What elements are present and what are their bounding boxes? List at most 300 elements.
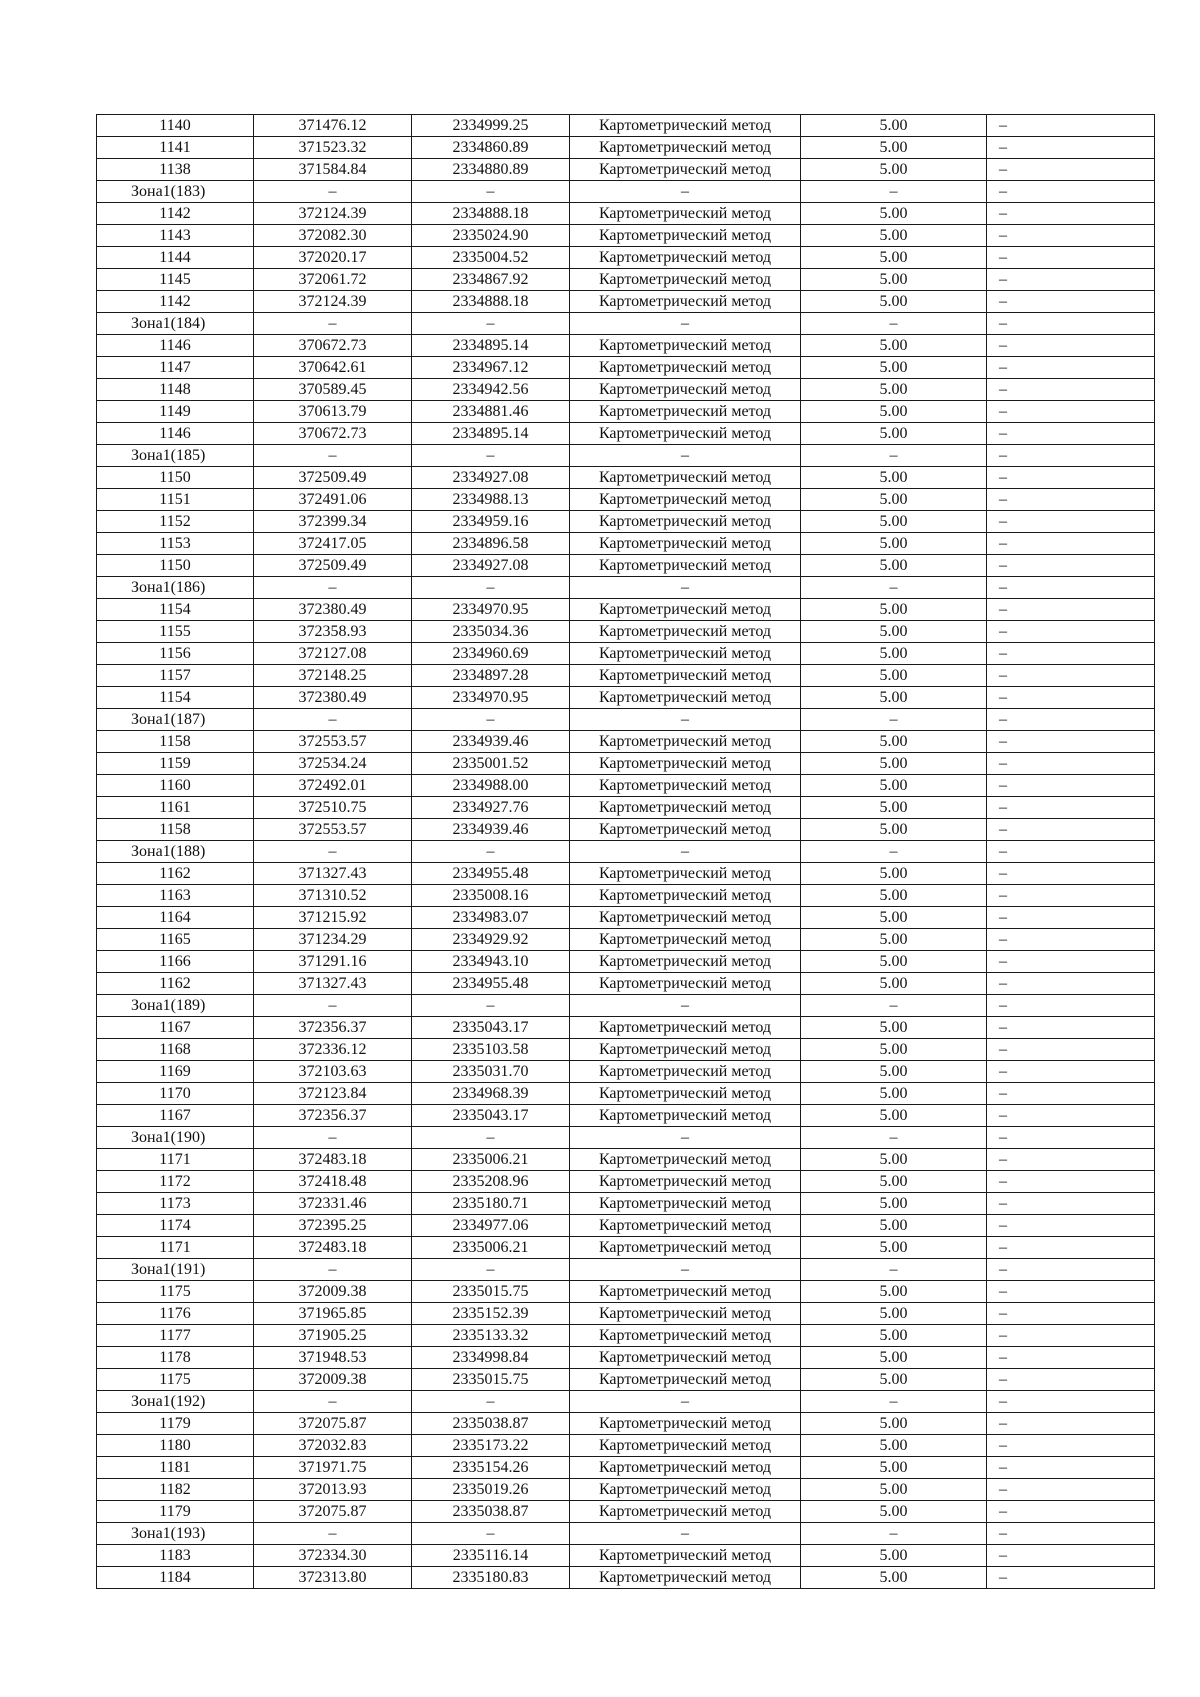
x-coordinate-cell: 372009.38 xyxy=(254,1369,412,1391)
y-coordinate-cell: 2335103.58 xyxy=(412,1039,570,1061)
precision-cell: 5.00 xyxy=(801,775,987,797)
precision-cell: 5.00 xyxy=(801,225,987,247)
method-cell: Картометрический метод xyxy=(570,1303,801,1325)
precision-cell: 5.00 xyxy=(801,1567,987,1589)
note-cell: – xyxy=(987,1325,1155,1347)
table-row xyxy=(97,1237,1155,1259)
precision-cell: 5.00 xyxy=(801,357,987,379)
point-name-cell: 1153 xyxy=(97,533,254,555)
note-cell: – xyxy=(987,423,1155,445)
note-cell: – xyxy=(987,753,1155,775)
table-row xyxy=(97,1325,1155,1347)
precision-cell: 5.00 xyxy=(801,1303,987,1325)
point-name-cell: 1146 xyxy=(97,423,254,445)
x-coordinate-cell: 372336.12 xyxy=(254,1039,412,1061)
point-name-cell: 1158 xyxy=(97,819,254,841)
precision-cell: 5.00 xyxy=(801,1193,987,1215)
x-coordinate-cell: 372510.75 xyxy=(254,797,412,819)
table-row xyxy=(97,1193,1155,1215)
point-name-cell: 1157 xyxy=(97,665,254,687)
table-row xyxy=(97,731,1155,753)
table-row xyxy=(97,599,1155,621)
point-name-cell: 1180 xyxy=(97,1435,254,1457)
method-cell: Картометрический метод xyxy=(570,1083,801,1105)
y-coordinate-cell: 2335024.90 xyxy=(412,225,570,247)
method-cell: Картометрический метод xyxy=(570,1215,801,1237)
method-cell: Картометрический метод xyxy=(570,1171,801,1193)
x-coordinate-cell: 372013.93 xyxy=(254,1479,412,1501)
y-coordinate-cell: 2334867.92 xyxy=(412,269,570,291)
x-coordinate-cell: 372061.72 xyxy=(254,269,412,291)
precision-cell: 5.00 xyxy=(801,1149,987,1171)
point-name-cell: 1182 xyxy=(97,1479,254,1501)
x-coordinate-cell: 372032.83 xyxy=(254,1435,412,1457)
method-cell: Картометрический метод xyxy=(570,379,801,401)
table-row xyxy=(97,1083,1155,1105)
method-cell: Картометрический метод xyxy=(570,247,801,269)
method-cell: Картометрический метод xyxy=(570,269,801,291)
method-cell: Картометрический метод xyxy=(570,1479,801,1501)
precision-cell: 5.00 xyxy=(801,1083,987,1105)
note-cell: – xyxy=(987,313,1155,335)
method-cell: Картометрический метод xyxy=(570,1281,801,1303)
note-cell: – xyxy=(987,1149,1155,1171)
y-coordinate-cell: 2335180.71 xyxy=(412,1193,570,1215)
method-cell: Картометрический метод xyxy=(570,555,801,577)
note-cell: – xyxy=(987,1171,1155,1193)
note-cell: – xyxy=(987,1215,1155,1237)
method-cell: Картометрический метод xyxy=(570,533,801,555)
point-name-cell: Зона1(188) xyxy=(97,841,254,863)
method-cell: Картометрический метод xyxy=(570,973,801,995)
point-name-cell: 1177 xyxy=(97,1325,254,1347)
method-cell: Картометрический метод xyxy=(570,291,801,313)
zone-header-row xyxy=(97,709,1155,731)
method-cell: Картометрический метод xyxy=(570,731,801,753)
y-coordinate-cell: 2335015.75 xyxy=(412,1369,570,1391)
precision-cell: 5.00 xyxy=(801,1435,987,1457)
precision-cell: 5.00 xyxy=(801,1325,987,1347)
table-row xyxy=(97,929,1155,951)
point-name-cell: 1148 xyxy=(97,379,254,401)
precision-cell: 5.00 xyxy=(801,1237,987,1259)
method-cell: Картометрический метод xyxy=(570,1193,801,1215)
precision-cell: 5.00 xyxy=(801,511,987,533)
method-cell: Картометрический метод xyxy=(570,599,801,621)
x-coordinate-cell: 372009.38 xyxy=(254,1281,412,1303)
y-coordinate-cell: 2334998.84 xyxy=(412,1347,570,1369)
table-row xyxy=(97,1413,1155,1435)
method-cell: Картометрический метод xyxy=(570,665,801,687)
x-coordinate-cell: 372509.49 xyxy=(254,467,412,489)
x-coordinate-cell: 372509.49 xyxy=(254,555,412,577)
method-cell: – xyxy=(570,1523,801,1545)
note-cell: – xyxy=(987,643,1155,665)
precision-cell: – xyxy=(801,181,987,203)
precision-cell: 5.00 xyxy=(801,687,987,709)
y-coordinate-cell: 2334888.18 xyxy=(412,203,570,225)
precision-cell: 5.00 xyxy=(801,291,987,313)
x-coordinate-cell: 371234.29 xyxy=(254,929,412,951)
point-name-cell: Зона1(185) xyxy=(97,445,254,467)
table-row xyxy=(97,137,1155,159)
table-row xyxy=(97,555,1155,577)
note-cell: – xyxy=(987,401,1155,423)
note-cell: – xyxy=(987,1501,1155,1523)
x-coordinate-cell: – xyxy=(254,1127,412,1149)
x-coordinate-cell: 372399.34 xyxy=(254,511,412,533)
note-cell: – xyxy=(987,181,1155,203)
precision-cell: – xyxy=(801,313,987,335)
x-coordinate-cell: 372075.87 xyxy=(254,1501,412,1523)
precision-cell: 5.00 xyxy=(801,819,987,841)
table-row xyxy=(97,1567,1155,1589)
y-coordinate-cell: 2335180.83 xyxy=(412,1567,570,1589)
precision-cell: 5.00 xyxy=(801,1369,987,1391)
precision-cell: 5.00 xyxy=(801,555,987,577)
precision-cell: 5.00 xyxy=(801,973,987,995)
precision-cell: 5.00 xyxy=(801,1215,987,1237)
zone-header-row xyxy=(97,577,1155,599)
note-cell: – xyxy=(987,995,1155,1017)
precision-cell: – xyxy=(801,995,987,1017)
note-cell: – xyxy=(987,291,1155,313)
method-cell: – xyxy=(570,313,801,335)
y-coordinate-cell: 2334897.28 xyxy=(412,665,570,687)
y-coordinate-cell: 2334939.46 xyxy=(412,731,570,753)
y-coordinate-cell: 2335154.26 xyxy=(412,1457,570,1479)
note-cell: – xyxy=(987,929,1155,951)
method-cell: Картометрический метод xyxy=(570,1457,801,1479)
y-coordinate-cell: 2334983.07 xyxy=(412,907,570,929)
table-row xyxy=(97,225,1155,247)
table-row xyxy=(97,1347,1155,1369)
x-coordinate-cell: 372334.30 xyxy=(254,1545,412,1567)
precision-cell: – xyxy=(801,1127,987,1149)
precision-cell: 5.00 xyxy=(801,489,987,511)
y-coordinate-cell: 2334929.92 xyxy=(412,929,570,951)
y-coordinate-cell: 2335001.52 xyxy=(412,753,570,775)
note-cell: – xyxy=(987,1391,1155,1413)
x-coordinate-cell: – xyxy=(254,1523,412,1545)
point-name-cell: 1168 xyxy=(97,1039,254,1061)
note-cell: – xyxy=(987,599,1155,621)
point-name-cell: 1149 xyxy=(97,401,254,423)
note-cell: – xyxy=(987,115,1155,137)
precision-cell: 5.00 xyxy=(801,1017,987,1039)
precision-cell: 5.00 xyxy=(801,665,987,687)
table-row xyxy=(97,819,1155,841)
point-name-cell: 1175 xyxy=(97,1281,254,1303)
y-coordinate-cell: 2335173.22 xyxy=(412,1435,570,1457)
precision-cell: 5.00 xyxy=(801,401,987,423)
y-coordinate-cell: – xyxy=(412,313,570,335)
note-cell: – xyxy=(987,247,1155,269)
y-coordinate-cell: 2335043.17 xyxy=(412,1105,570,1127)
table-row xyxy=(97,621,1155,643)
zone-header-row xyxy=(97,995,1155,1017)
point-name-cell: 1164 xyxy=(97,907,254,929)
y-coordinate-cell: – xyxy=(412,577,570,599)
x-coordinate-cell: 372553.57 xyxy=(254,731,412,753)
note-cell: – xyxy=(987,489,1155,511)
y-coordinate-cell: 2334927.08 xyxy=(412,467,570,489)
precision-cell: 5.00 xyxy=(801,423,987,445)
note-cell: – xyxy=(987,159,1155,181)
method-cell: Картометрический метод xyxy=(570,797,801,819)
note-cell: – xyxy=(987,863,1155,885)
point-name-cell: 1158 xyxy=(97,731,254,753)
point-name-cell: 1171 xyxy=(97,1149,254,1171)
precision-cell: – xyxy=(801,445,987,467)
method-cell: – xyxy=(570,841,801,863)
y-coordinate-cell: 2335152.39 xyxy=(412,1303,570,1325)
precision-cell: 5.00 xyxy=(801,621,987,643)
point-name-cell: Зона1(192) xyxy=(97,1391,254,1413)
precision-cell: 5.00 xyxy=(801,863,987,885)
point-name-cell: 1141 xyxy=(97,137,254,159)
table-row xyxy=(97,1545,1155,1567)
point-name-cell: 1138 xyxy=(97,159,254,181)
method-cell: – xyxy=(570,1259,801,1281)
x-coordinate-cell: 372127.08 xyxy=(254,643,412,665)
point-name-cell: Зона1(187) xyxy=(97,709,254,731)
y-coordinate-cell: 2334881.46 xyxy=(412,401,570,423)
precision-cell: 5.00 xyxy=(801,599,987,621)
note-cell: – xyxy=(987,577,1155,599)
y-coordinate-cell: 2334970.95 xyxy=(412,599,570,621)
x-coordinate-cell: 371327.43 xyxy=(254,863,412,885)
table-row xyxy=(97,1039,1155,1061)
x-coordinate-cell: 372491.06 xyxy=(254,489,412,511)
precision-cell: 5.00 xyxy=(801,1457,987,1479)
x-coordinate-cell: 372417.05 xyxy=(254,533,412,555)
method-cell: Картометрический метод xyxy=(570,137,801,159)
precision-cell: 5.00 xyxy=(801,1171,987,1193)
precision-cell: 5.00 xyxy=(801,753,987,775)
x-coordinate-cell: 372356.37 xyxy=(254,1105,412,1127)
y-coordinate-cell: 2334999.25 xyxy=(412,115,570,137)
precision-cell: 5.00 xyxy=(801,335,987,357)
method-cell: Картометрический метод xyxy=(570,159,801,181)
method-cell: Картометрический метод xyxy=(570,1039,801,1061)
zone-header-row xyxy=(97,1127,1155,1149)
precision-cell: – xyxy=(801,1259,987,1281)
note-cell: – xyxy=(987,1567,1155,1589)
note-cell: – xyxy=(987,1347,1155,1369)
table-row xyxy=(97,1215,1155,1237)
x-coordinate-cell: 370672.73 xyxy=(254,335,412,357)
x-coordinate-cell: 371965.85 xyxy=(254,1303,412,1325)
x-coordinate-cell: 372483.18 xyxy=(254,1237,412,1259)
point-name-cell: 1154 xyxy=(97,599,254,621)
x-coordinate-cell: – xyxy=(254,181,412,203)
point-name-cell: Зона1(191) xyxy=(97,1259,254,1281)
y-coordinate-cell: – xyxy=(412,1127,570,1149)
method-cell: – xyxy=(570,1391,801,1413)
precision-cell: 5.00 xyxy=(801,137,987,159)
x-coordinate-cell: 371327.43 xyxy=(254,973,412,995)
y-coordinate-cell: 2334860.89 xyxy=(412,137,570,159)
point-name-cell: 1140 xyxy=(97,115,254,137)
coordinates-table xyxy=(96,114,1155,1589)
point-name-cell: 1162 xyxy=(97,973,254,995)
method-cell: – xyxy=(570,709,801,731)
zone-header-row xyxy=(97,841,1155,863)
method-cell: – xyxy=(570,577,801,599)
y-coordinate-cell: 2334988.13 xyxy=(412,489,570,511)
y-coordinate-cell: – xyxy=(412,181,570,203)
method-cell: Картометрический метод xyxy=(570,203,801,225)
y-coordinate-cell: 2335031.70 xyxy=(412,1061,570,1083)
precision-cell: 5.00 xyxy=(801,467,987,489)
x-coordinate-cell: 372553.57 xyxy=(254,819,412,841)
y-coordinate-cell: – xyxy=(412,841,570,863)
method-cell: Картометрический метод xyxy=(570,1325,801,1347)
y-coordinate-cell: – xyxy=(412,1259,570,1281)
table-row xyxy=(97,489,1155,511)
method-cell: Картометрический метод xyxy=(570,885,801,907)
method-cell: Картометрический метод xyxy=(570,1347,801,1369)
x-coordinate-cell: 370613.79 xyxy=(254,401,412,423)
point-name-cell: 1172 xyxy=(97,1171,254,1193)
note-cell: – xyxy=(987,445,1155,467)
x-coordinate-cell: 372020.17 xyxy=(254,247,412,269)
method-cell: Картометрический метод xyxy=(570,489,801,511)
table-row xyxy=(97,863,1155,885)
note-cell: – xyxy=(987,269,1155,291)
note-cell: – xyxy=(987,511,1155,533)
x-coordinate-cell: 371584.84 xyxy=(254,159,412,181)
y-coordinate-cell: 2334896.58 xyxy=(412,533,570,555)
point-name-cell: 1181 xyxy=(97,1457,254,1479)
zone-header-row xyxy=(97,1391,1155,1413)
table-row xyxy=(97,423,1155,445)
note-cell: – xyxy=(987,1369,1155,1391)
note-cell: – xyxy=(987,335,1155,357)
y-coordinate-cell: 2334960.69 xyxy=(412,643,570,665)
table-row xyxy=(97,687,1155,709)
x-coordinate-cell: 372124.39 xyxy=(254,291,412,313)
method-cell: Картометрический метод xyxy=(570,1149,801,1171)
table-row xyxy=(97,1105,1155,1127)
precision-cell: 5.00 xyxy=(801,797,987,819)
point-name-cell: 1155 xyxy=(97,621,254,643)
note-cell: – xyxy=(987,555,1155,577)
point-name-cell: 1176 xyxy=(97,1303,254,1325)
note-cell: – xyxy=(987,665,1155,687)
table-row xyxy=(97,1501,1155,1523)
note-cell: – xyxy=(987,709,1155,731)
y-coordinate-cell: 2335034.36 xyxy=(412,621,570,643)
precision-cell: 5.00 xyxy=(801,203,987,225)
x-coordinate-cell: – xyxy=(254,577,412,599)
point-name-cell: 1169 xyxy=(97,1061,254,1083)
table-row xyxy=(97,1479,1155,1501)
point-name-cell: 1144 xyxy=(97,247,254,269)
point-name-cell: 1159 xyxy=(97,753,254,775)
note-cell: – xyxy=(987,819,1155,841)
precision-cell: 5.00 xyxy=(801,731,987,753)
note-cell: – xyxy=(987,1281,1155,1303)
y-coordinate-cell: – xyxy=(412,709,570,731)
point-name-cell: 1183 xyxy=(97,1545,254,1567)
note-cell: – xyxy=(987,973,1155,995)
note-cell: – xyxy=(987,225,1155,247)
x-coordinate-cell: 371291.16 xyxy=(254,951,412,973)
x-coordinate-cell: – xyxy=(254,445,412,467)
x-coordinate-cell: 371948.53 xyxy=(254,1347,412,1369)
table-row xyxy=(97,885,1155,907)
method-cell: Картометрический метод xyxy=(570,1017,801,1039)
y-coordinate-cell: 2334988.00 xyxy=(412,775,570,797)
method-cell: Картометрический метод xyxy=(570,1435,801,1457)
table-row xyxy=(97,753,1155,775)
precision-cell: 5.00 xyxy=(801,1281,987,1303)
table-row xyxy=(97,1303,1155,1325)
table-row xyxy=(97,1281,1155,1303)
table-row xyxy=(97,357,1155,379)
x-coordinate-cell: 372492.01 xyxy=(254,775,412,797)
table-row xyxy=(97,1061,1155,1083)
note-cell: – xyxy=(987,1479,1155,1501)
y-coordinate-cell: 2334955.48 xyxy=(412,973,570,995)
y-coordinate-cell: – xyxy=(412,1391,570,1413)
point-name-cell: 1170 xyxy=(97,1083,254,1105)
note-cell: – xyxy=(987,1303,1155,1325)
point-name-cell: 1163 xyxy=(97,885,254,907)
point-name-cell: Зона1(186) xyxy=(97,577,254,599)
point-name-cell: 1178 xyxy=(97,1347,254,1369)
method-cell: Картометрический метод xyxy=(570,1501,801,1523)
point-name-cell: 1175 xyxy=(97,1369,254,1391)
method-cell: Картометрический метод xyxy=(570,687,801,709)
method-cell: – xyxy=(570,995,801,1017)
y-coordinate-cell: 2334927.08 xyxy=(412,555,570,577)
method-cell: Картометрический метод xyxy=(570,1545,801,1567)
x-coordinate-cell: 372483.18 xyxy=(254,1149,412,1171)
y-coordinate-cell: 2334895.14 xyxy=(412,335,570,357)
y-coordinate-cell: 2335038.87 xyxy=(412,1413,570,1435)
precision-cell: 5.00 xyxy=(801,159,987,181)
point-name-cell: Зона1(183) xyxy=(97,181,254,203)
x-coordinate-cell: 372082.30 xyxy=(254,225,412,247)
method-cell: Картометрический метод xyxy=(570,643,801,665)
note-cell: – xyxy=(987,885,1155,907)
x-coordinate-cell: 372356.37 xyxy=(254,1017,412,1039)
note-cell: – xyxy=(987,797,1155,819)
note-cell: – xyxy=(987,687,1155,709)
x-coordinate-cell: – xyxy=(254,995,412,1017)
note-cell: – xyxy=(987,1105,1155,1127)
method-cell: Картометрический метод xyxy=(570,1237,801,1259)
note-cell: – xyxy=(987,1039,1155,1061)
method-cell: Картометрический метод xyxy=(570,1061,801,1083)
y-coordinate-cell: 2334895.14 xyxy=(412,423,570,445)
y-coordinate-cell: 2334939.46 xyxy=(412,819,570,841)
y-coordinate-cell: 2335004.52 xyxy=(412,247,570,269)
x-coordinate-cell: 372395.25 xyxy=(254,1215,412,1237)
table-row xyxy=(97,643,1155,665)
table-row xyxy=(97,401,1155,423)
y-coordinate-cell: 2334880.89 xyxy=(412,159,570,181)
note-cell: – xyxy=(987,1083,1155,1105)
method-cell: Картометрический метод xyxy=(570,951,801,973)
x-coordinate-cell: 370642.61 xyxy=(254,357,412,379)
method-cell: – xyxy=(570,445,801,467)
note-cell: – xyxy=(987,1457,1155,1479)
method-cell: – xyxy=(570,181,801,203)
